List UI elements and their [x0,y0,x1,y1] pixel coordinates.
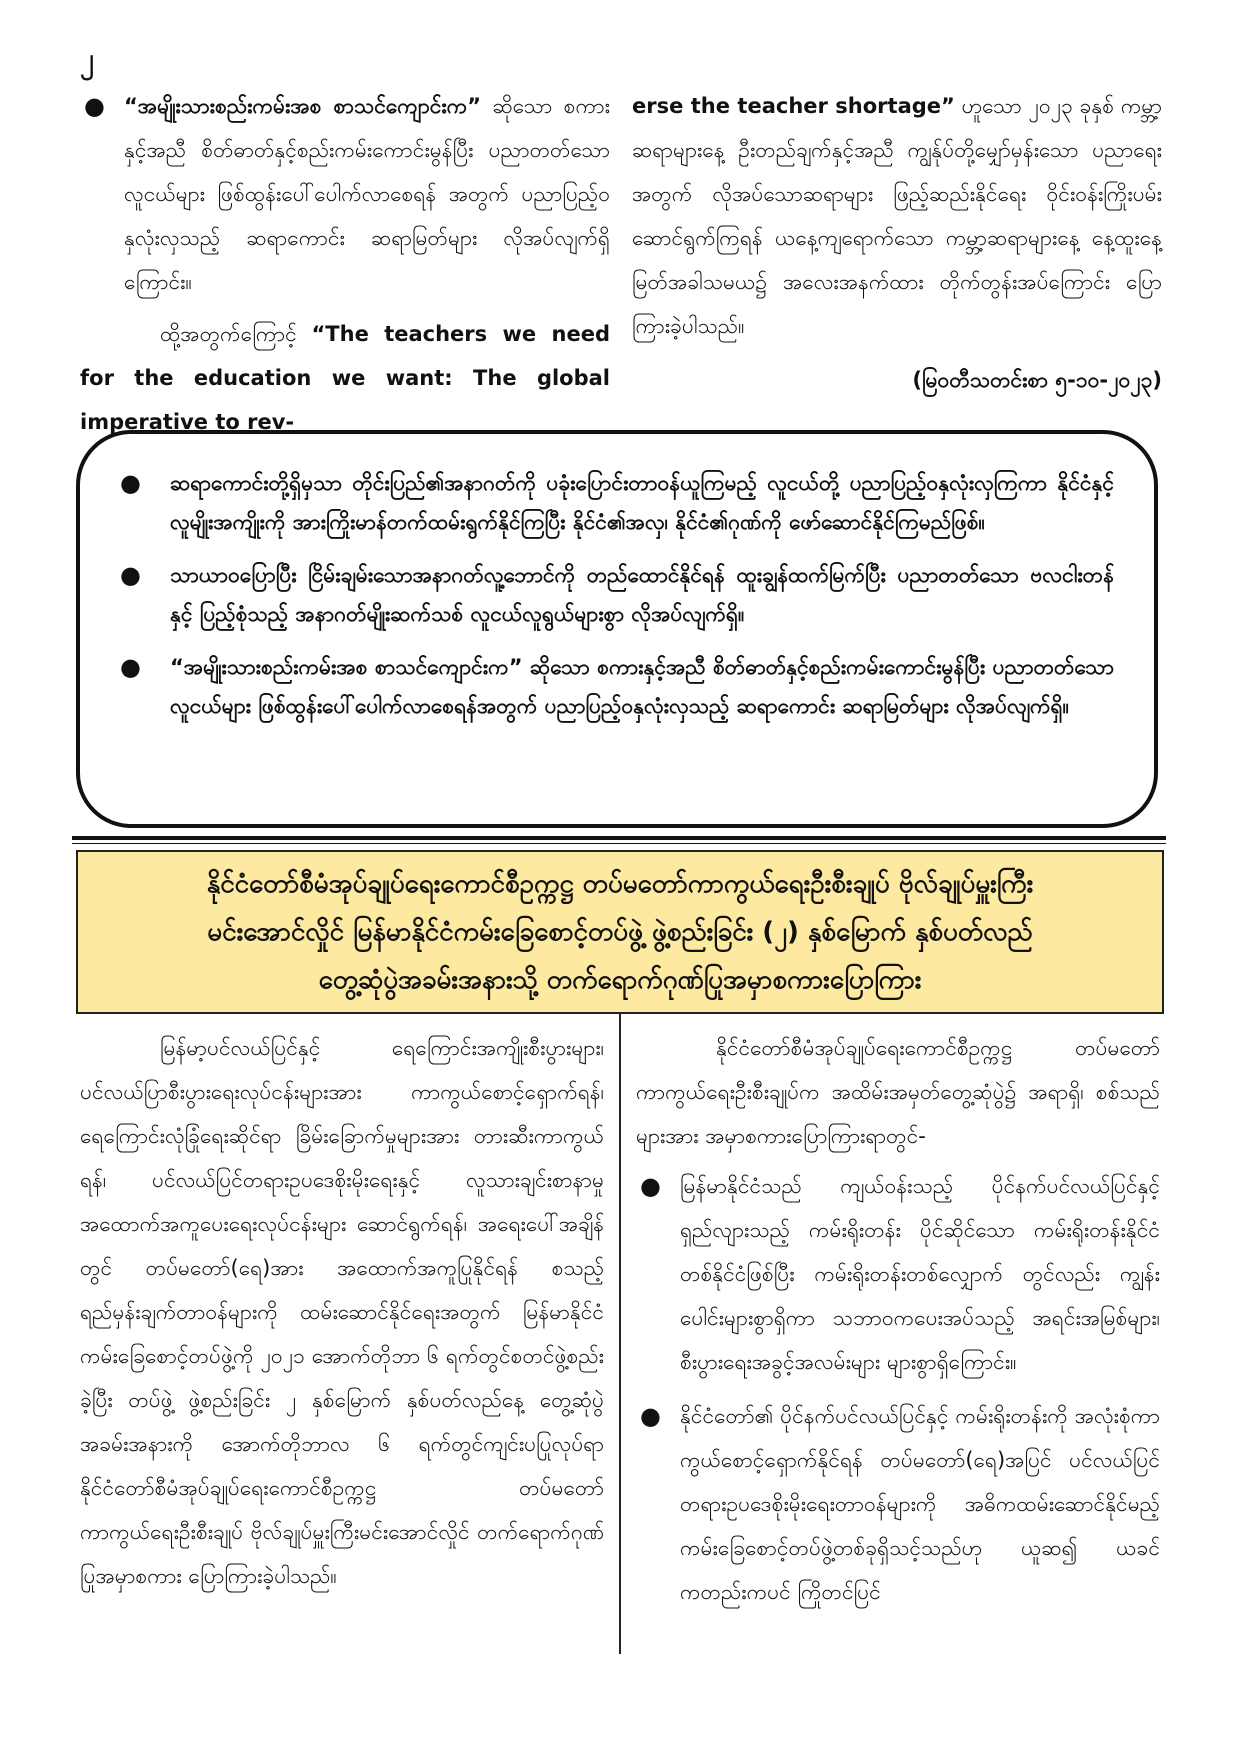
paragraph-prefix: ထို့အတွက်ကြောင့် [160,322,312,346]
page-number: ၂ [80,42,94,75]
english-quote-end: erse the teacher shortage” [632,94,955,118]
paragraph-text: ဟူသော ၂၀၂၃ ခုနှစ် ကမ္ဘာ့ဆရာများနေ့ ဦးတည်ချက်နှင့်အညီ ကျွန်ုပ်တို့မျှော်မှန်းသော ပညာရေးအတွက် လိုအပ်သောဆရာများ ဖြည့်ဆည်းနိုင်ရေး ဝိုင်းဝန်းကြိုးပမ်းဆောင်ရွက်ကြရန် ယနေ့ကျရောက်သော ကမ္ဘာ့ဆရာများနေ့ နေ့ထူးနေ့မြတ်အခါသမယ၌ အလေးအနက်ထား တိုက်တွန်းအပ်ကြောင်း ပြောကြားခဲ့ပါသည်။ [632,94,1162,338]
bullet-paragraph [80,84,610,304]
article-bullet [636,1394,1160,1614]
headline-line: တွေ့ဆုံပွဲအခမ်းအနားသို့ တက်ရောက်ဂုဏ်ပြုအမှာစကားပြောကြား [318,965,922,995]
top-left-column [80,84,610,444]
summary-item-text: သာယာဝပြောပြီး ငြိမ်းချမ်းသောအနာဂတ်လူ့ဘောင်ကို တည်ထောင်နိုင်ရန် ထူးချွန်ထက်မြက်ပြီး ပညာတတ်သော ဗလငါးတန်နှင့် ပြည့်စုံသည့် အနာဂတ်မျိုးဆက်သစ် လူငယ်လူရွယ်များစွာ လိုအပ်လျက်ရှိ။ [170,563,1114,626]
article-bullet-text: မြန်မာနိုင်ငံသည် ကျယ်ဝန်းသည့် ပိုင်နက်ပင်လယ်ပြင်နှင့် ရှည်လျားသည့် ကမ်းရိုးတန်း ပိုင်ဆိုင်သော ကမ်းရိုးတန်းနိုင်ငံတစ်နိုင်ငံဖြစ်ပြီး ကမ်းရိုးတန်းတစ်လျှောက် တွင်လည်း ကျွန်းပေါင်းများစွာရှိကာ သဘာဝကပေးအပ်သည့် အရင်းအမြစ်များ၊ စီးပွားရေးအခွင့်အလမ်းများ များစွာရှိကြောင်း။ [680,1174,1160,1374]
summary-box [76,430,1158,828]
summary-item [114,464,1114,542]
english-quote: “The teachers we need for the education we want: The global imperative to rev- [80,322,611,434]
summary-item [114,648,1114,726]
top-right-column [632,84,1162,402]
source-citation: (မြဝတီသတင်းစာ ၅-၁၀-၂၀၂၃) [912,368,1162,392]
article-intro: နိုင်ငံတော်စီမံအုပ်ချုပ်ရေးကောင်စီဥက္ကဋ္ဌ တပ်မတော်ကာကွယ်ရေးဦးစီးချုပ်က အထိမ်းအမှတ်တွေ့ဆုံပွဲ၌ အရာရှိ၊ စစ်သည်များအား အမှာစကားပြောကြားရာတွင်- [636,1036,1160,1148]
bullet-icon: ● [84,92,105,120]
article-bullet-text: နိုင်ငံတော်၏ ပိုင်နက်ပင်လယ်ပြင်နှင့် ကမ်းရိုးတန်းကို အလုံးစုံကာကွယ်စောင့်ရှောက်နိုင်ရန် တပ်မတော်(ရေ)အပြင် ပင်လယ်ပြင်တရားဥပဒေစိုးမိုးရေးတာဝန်များကို အဓိကထမ်းဆောင်နိုင်မည့် ကမ်းခြေစောင့်တပ်ဖွဲ့တစ်ခုရှိသင့်သည်ဟု ယူဆ၍ ယခင်ကတည်းကပင် ကြိုတင်ပြင် [680,1404,1160,1604]
summary-item-text: ဆရာကောင်းတို့ရှိမှသာ တိုင်းပြည်၏အနာဂတ်ကို ပခုံးပြောင်းတာဝန်ယူကြမည့် လူငယ်တို့ ပညာပြည့်ဝနှလုံးလှကြကာ နိုင်ငံနှင့်လူမျိုးအကျိုးကို အားကြိုးမာန်တက်ထမ်းရွက်နိုင်ကြပြီး နိုင်ငံ၏အလှ၊ နိုင်ငံ၏ဂုဏ်ကို ဖော်ဆောင်နိုင်ကြမည်ဖြစ်။ [170,471,1114,534]
bullet-text: ဆိုသော စကားနှင့်အညီ စိတ်ဓာတ်နှင့်စည်းကမ်းကောင်းမွန်ပြီး ပညာတတ်သောလူငယ်များ ဖြစ်ထွန်းပေါ်ပေါက်လာစေရန် အတွက် ပညာပြည့်ဝနှလုံးလှသည့် ဆရာကောင်း ဆရာမြတ်များ လိုအပ်လျက်ရှိကြောင်း။ [124,94,610,294]
divider [72,843,1166,844]
bullet-icon: ● [640,1172,661,1200]
column-divider [619,1014,621,1654]
headline-line: နိုင်ငံတော်စီမံအုပ်ချုပ်ရေးကောင်စီဥက္ကဋ္ဌ တပ်မတော်ကာကွယ်ရေးဦးစီးချုပ် ဗိုလ်ချုပ်မှူးကြီး [206,869,1034,899]
summary-item-text: “အမျိုးသားစည်းကမ်းအစ စာသင်ကျောင်းက” ဆိုသော စကားနှင့်အညီ စိတ်ဓာတ်နှင့်စည်းကမ်းကောင်းမွန်ပြီး ပညာတတ်သောလူငယ်များ ဖြစ်ထွန်းပေါ်ပေါက်လာစေရန်အတွက် ပညာပြည့်ဝနှလုံးလှသည့် ဆရာကောင်း ဆရာမြတ်များ လိုအပ်လျက်ရှိ။ [170,655,1114,718]
headline-line: မင်းအောင်လှိုင် မြန်မာနိုင်ငံကမ်းခြေစောင့်တပ်ဖွဲ့ ဖွဲ့စည်းခြင်း (၂) နှစ်မြောက် နှစ်ပတ်လည် [207,917,1033,947]
bullet-icon: ● [640,1402,661,1430]
article-bullet [636,1164,1160,1384]
article-paragraph: မြန်မာ့ပင်လယ်ပြင်နှင့် ရေကြောင်းအကျိုးစီးပွားများ၊ ပင်လယ်ပြာစီးပွားရေးလုပ်ငန်းများအား ကာကွယ်စောင့်ရှောက်ရန်၊ ရေကြောင်းလုံခြုံရေးဆိုင်ရာ ခြိမ်းခြောက်မှုများအား တားဆီးကာကွယ်ရန်၊ ပင်လယ်ပြင်တရားဥပဒေစိုးမိုးရေးနှင့် လူသားချင်းစာနာမှု အထောက်အကူပေးရေးလုပ်ငန်းများ ဆောင်ရွက်ရန်၊ အရေးပေါ်အချိန်တွင် တပ်မတော်(ရေ)အား အထောက်အကူပြုနိုင်ရန် စသည့် ရည်မှန်းချက်တာဝန်များကို ထမ်းဆောင်နိုင်ရေးအတွက် မြန်မာနိုင်ငံကမ်းခြေစောင့်တပ်ဖွဲ့ကို ၂၀၂၁ အောက်တိုဘာ ၆ ရက်တွင်စတင်ဖွဲ့စည်းခဲ့ပြီး တပ်ဖွဲ့ ဖွဲ့စည်းခြင်း ၂ နှစ်မြောက် နှစ်ပတ်လည်နေ့ တွေ့ဆုံပွဲအခမ်းအနားကို အောက်တိုဘာလ ၆ ရက်တွင်ကျင်းပပြုလုပ်ရာ နိုင်ငံတော်စီမံအုပ်ချုပ်ရေးကောင်စီဥက္ကဋ္ဌ တပ်မတော်ကာကွယ်ရေးဦးစီးချုပ် ဗိုလ်ချုပ်မှူးကြီးမင်းအောင်လှိုင် တက်ရောက်ဂုဏ်ပြုအမှာစကား ပြောကြားခဲ့ပါသည်။ [80,1036,604,1588]
divider [72,836,1166,840]
bullet-icon: ● [120,469,141,497]
headline-banner [76,850,1164,1014]
paragraph [80,312,610,444]
bottom-left-column [80,1026,604,1598]
bottom-right-column [636,1026,1160,1614]
quote-lead: “အမျိုးသားစည်းကမ်းအစ စာသင်ကျောင်းက” [124,94,482,118]
bullet-icon: ● [120,561,141,589]
headline [207,860,1033,1004]
bullet-icon: ● [120,653,141,681]
summary-item [114,556,1114,634]
paragraph-continued [632,84,1162,348]
